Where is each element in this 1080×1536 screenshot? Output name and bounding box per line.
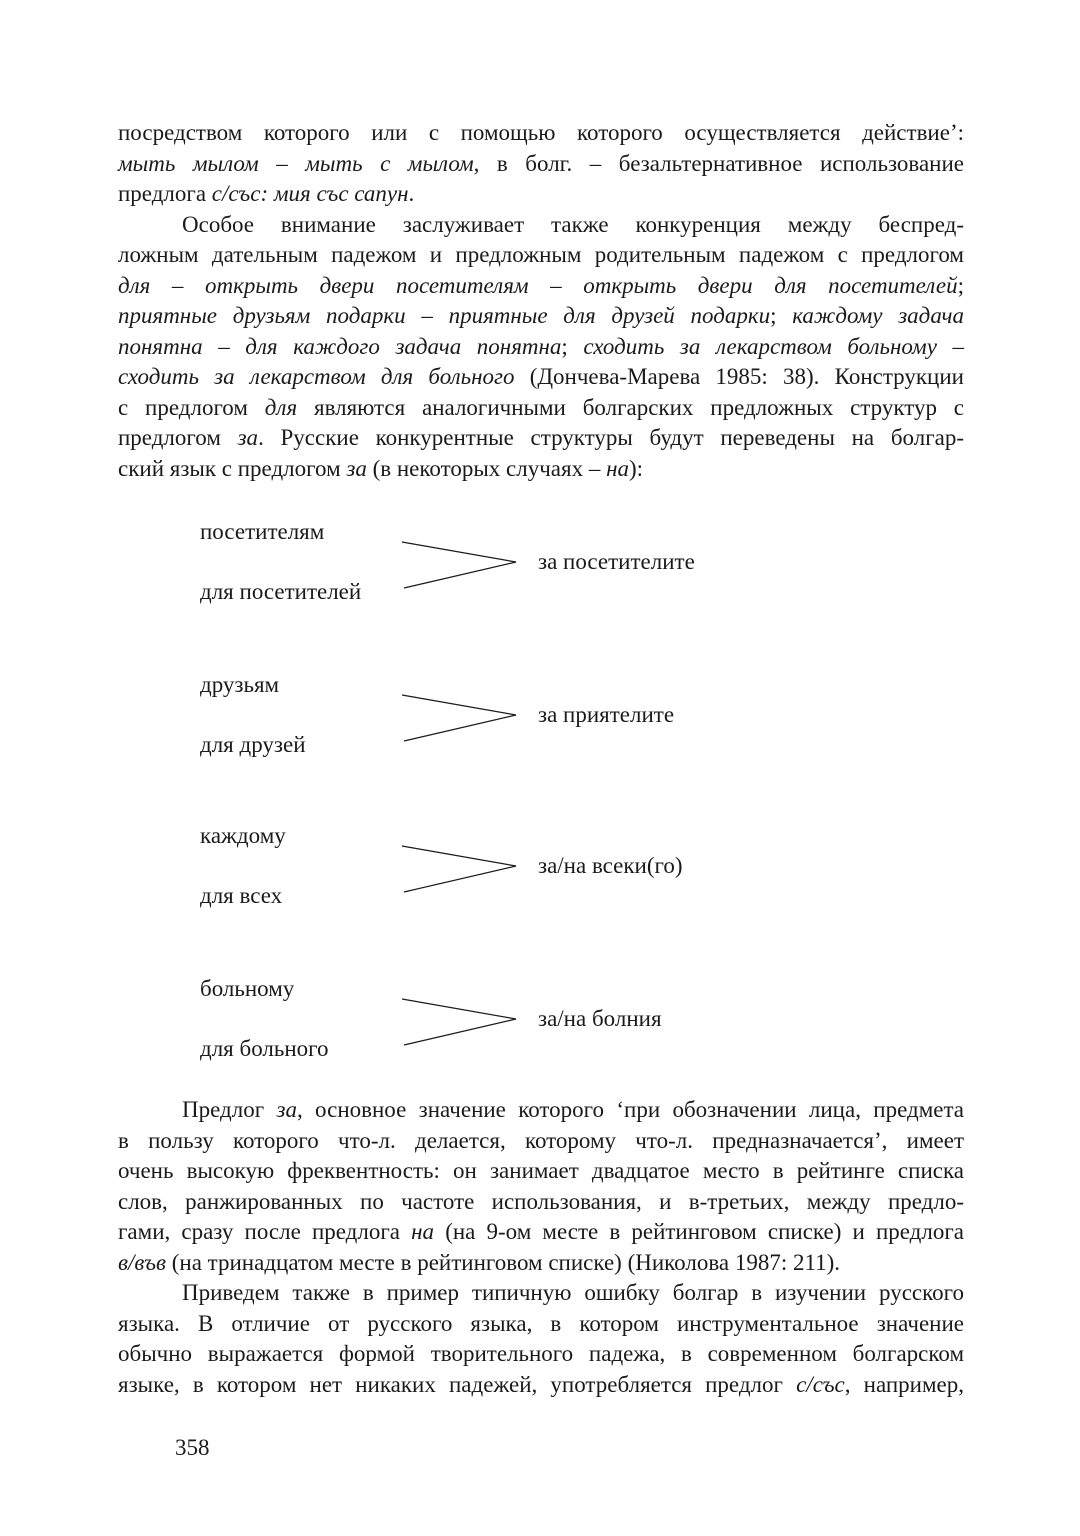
diagram-target: за приятелите xyxy=(538,702,675,727)
text-span: ; xyxy=(770,303,793,328)
paragraph-2 xyxy=(118,210,964,485)
text-line xyxy=(118,1370,964,1401)
diagram-target: за посетителите xyxy=(538,549,695,574)
text-line xyxy=(118,149,964,180)
text-span: Предлог xyxy=(182,1097,277,1122)
text-line xyxy=(118,179,964,210)
page-body xyxy=(118,118,964,484)
text-span: , основное значение которого ‘при обозначении лица, предмета xyxy=(296,1097,964,1122)
text-span: (на 9-ом месте в рейтинговом списке) и предлога xyxy=(434,1219,964,1244)
italic-example: мыть мылом – мыть с мылом xyxy=(118,150,474,176)
text-line xyxy=(118,423,964,454)
text-span: (Дончева-Марева 1985: 38). Конструкции xyxy=(514,364,964,389)
diagram-source-bottom: для больного xyxy=(200,1036,329,1061)
text-span: . xyxy=(408,181,415,206)
diagram-source-bottom: для друзей xyxy=(200,732,306,757)
text-line: слов, ранжированных по частоте использования, и в-третьих, между предло- xyxy=(118,1188,964,1214)
page-body-lower xyxy=(118,1095,964,1400)
italic-example: на xyxy=(411,1219,435,1244)
text-line: Приведем также в пример типичную ошибку болгар в изучении русского xyxy=(182,1280,964,1305)
converging-arrow-icon xyxy=(398,830,520,894)
italic-example: в/във xyxy=(118,1249,166,1275)
diagram-source-top: больному xyxy=(200,976,295,1001)
diagram-source-bottom: для посетителей xyxy=(200,579,362,604)
diagram-source-top: друзьям xyxy=(200,672,280,697)
italic-example: на xyxy=(606,455,630,481)
text-line: ложным дательным падежом и предложным родительным падежом с предлогом xyxy=(118,242,964,267)
text-span: с предлогом xyxy=(118,394,265,420)
mapping-diagram-3 xyxy=(0,822,1080,952)
text-span: предлогом xyxy=(118,425,238,450)
italic-example: с/със: мия със сапун xyxy=(211,181,409,206)
text-line: Особое внимание заслуживает также конкуренция между беспред- xyxy=(182,211,964,237)
text-line xyxy=(118,332,964,363)
mapping-diagram-2 xyxy=(0,671,1080,801)
mapping-diagram-1 xyxy=(0,518,1080,648)
converging-arrow-icon xyxy=(398,983,520,1047)
italic-example: для xyxy=(264,394,298,420)
diagram-source-top: каждому xyxy=(200,823,286,848)
italic-example: за xyxy=(276,1097,297,1122)
diagram-target: за/на болния xyxy=(538,1006,662,1031)
text-span: ский язык с предлогом xyxy=(118,455,347,481)
text-span: гами, сразу после предлога xyxy=(118,1219,412,1244)
text-span: являются аналогичными болгарских предложных структур с xyxy=(297,394,964,420)
text-span: ): xyxy=(629,455,644,481)
diagram-source-bottom: для всех xyxy=(200,883,283,908)
text-span: (в некоторых случаях – xyxy=(366,455,607,481)
text-line xyxy=(118,271,964,302)
italic-example: сходить за лекарством больному – xyxy=(583,333,964,359)
text-span: , например, xyxy=(844,1371,964,1397)
page-number: 358 xyxy=(175,1435,210,1460)
text-span: ; xyxy=(957,272,964,298)
mapping-diagram-4 xyxy=(0,975,1080,1105)
text-line: очень высокую фреквентность: он занимает двадцатое место в рейтинге списка xyxy=(118,1158,964,1183)
text-line xyxy=(118,1248,964,1279)
text-line xyxy=(118,362,964,393)
text-line: обычно выражается формой творительного падежа, в современном болгарском xyxy=(118,1341,964,1366)
converging-arrow-icon xyxy=(398,526,520,590)
paragraph-1 xyxy=(118,118,964,210)
italic-example: каждому задача xyxy=(792,303,964,328)
diagram-source-top: посетителям xyxy=(200,519,325,544)
text-line xyxy=(118,1095,964,1126)
text-line xyxy=(118,1217,964,1248)
text-line: в пользу которого что-л. делается, которому что-л. предназначается’, имеет xyxy=(118,1127,964,1153)
paragraph-3 xyxy=(118,1095,964,1278)
italic-example: понятна – для каждого задача понятна xyxy=(118,333,562,359)
italic-example: приятные друзьям подарки – приятные для друзей подарки xyxy=(118,303,771,328)
text-span: , в болг. – безальтернативное использование xyxy=(473,150,965,176)
italic-example: за xyxy=(346,455,367,481)
text-line xyxy=(118,301,964,332)
italic-example: за xyxy=(237,425,259,450)
text-span: ; xyxy=(561,333,584,359)
text-line xyxy=(118,393,964,424)
text-span: предлога xyxy=(118,181,212,206)
text-line xyxy=(118,454,964,485)
paragraph-4 xyxy=(118,1278,964,1400)
italic-example: сходить за лекарством для больного xyxy=(118,364,515,389)
text-line: посредством которого или с помощью которого осуществляется действие’: xyxy=(118,120,964,145)
text-line: языка. В отличие от русского языка, в котором инструментальное значение xyxy=(118,1310,964,1336)
text-span: (на тринадцатом месте в рейтинговом списке) (Николова 1987: 211). xyxy=(165,1249,841,1275)
italic-example: с/със xyxy=(796,1371,845,1397)
text-span: . Русские конкурентные структуры будут переведены на болгар- xyxy=(258,425,964,450)
converging-arrow-icon xyxy=(398,679,520,743)
diagram-target: за/на всеки(го) xyxy=(538,853,683,878)
text-span: языке, в котором нет никаких падежей, употребляется предлог xyxy=(118,1371,797,1397)
italic-example: для – открыть двери посетителям – открыть двери для посетителей xyxy=(118,272,958,298)
